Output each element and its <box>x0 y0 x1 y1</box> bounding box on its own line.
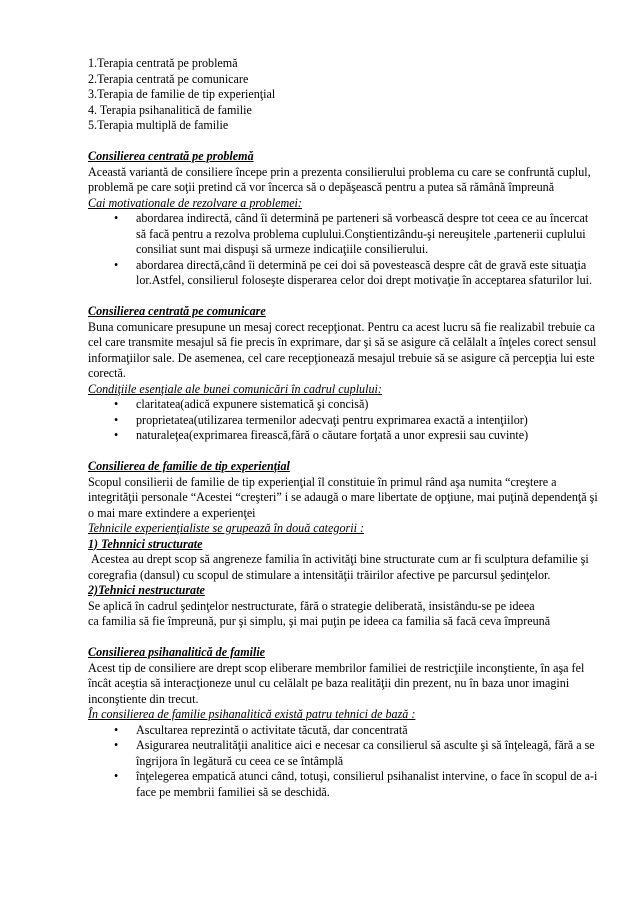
section-heading: Consilierea centrată pe problemă <box>88 149 254 163</box>
spacer <box>88 630 600 646</box>
section-paragraph: Această variantă de consiliere începe prin a prezenta consilierului problema cu care se confruntă cuplul, problemă pe care soţii pretind că vor încerca să o depăşească pentru a putea să rămână împreună <box>88 164 591 194</box>
bullet-icon: • <box>114 211 119 225</box>
section-comunicare <box>88 304 600 444</box>
bullet-list <box>88 211 600 289</box>
bullet-list <box>88 723 600 801</box>
category-text: Se aplică în cadrul şedinţelor nestructurate, fără o strategie deliberată, insistându-se pe ideea <box>88 598 535 613</box>
category-text: ca familia să fie împreună, pur şi simplu, şi mai puţin pe ideea ca familia să facă ceva împreună <box>88 614 551 628</box>
section-heading: Consilierea centrată pe comunicare <box>88 304 266 318</box>
list-item: 4. Terapia psihanalitică de familie <box>88 102 252 117</box>
section-subheading: În consilierea de familie psihanalitică există patru tehnici de bază : <box>88 707 416 721</box>
bullet-list <box>88 397 600 444</box>
bullet-item: • Ascultarea reprezintă o activitate tăcută, dar concentrată <box>114 722 408 737</box>
section-heading: Consilierea psihanalitică de familie <box>88 645 266 659</box>
list-item: 3.Terapia de familie de tip experienţial <box>88 87 276 101</box>
section-experiential <box>88 459 600 630</box>
section-problema <box>88 149 600 289</box>
bullet-icon: • <box>114 257 119 272</box>
bullet-item: • înţelegerea empatică atunci când, totuşi, consilierul psihanalist intervine, o face în scopul de a-i face pe membrii familiei să se deschidă. <box>114 769 598 799</box>
bullet-icon: • <box>114 769 119 783</box>
bullet-icon: • <box>114 412 119 427</box>
bullet-item: • claritatea(adică expunere sistematică şi concisă) <box>114 397 369 411</box>
section-subheading: Tehnicile experienţialiste se grupează în două categorii : <box>88 521 364 535</box>
section-psihanalitica <box>88 645 600 800</box>
section-heading: Consilierea de familie de tip experienţial <box>88 459 290 473</box>
bullet-icon: • <box>114 428 119 442</box>
section-paragraph: Scopul consilierii de familie de tip experienţial îl constituie în primul rând aşa numita “creştere a integrităţii personale “Acestei “creşteri” i se adaugă o mare libertate de opţiune, mai puţină dependenţă şi o mai mare extindere a experienţei <box>88 474 598 520</box>
spacer <box>88 134 600 150</box>
bullet-item: • abordarea directă,când îi determină pe cei doi să povestească despre cât de gravă este situaţia lor.Astfel, consilierul foloseşte disperarea celor doi drept motivaţie în acceptarea sfaturilor lui. <box>114 257 593 287</box>
section-subheading: Condiţiile esenţiale ale bunei comunicări în cadrul cuplului: <box>88 381 382 396</box>
category-title: 1) Tehnnici structurate <box>88 536 203 551</box>
list-item: 2.Terapia centrată pe comunicare <box>88 71 249 86</box>
therapy-type-list <box>88 56 600 134</box>
bullet-item: • proprietatea(utilizarea termenilor adecvaţi pentru exprimarea exactă a intenţiilor) <box>114 412 528 427</box>
spacer <box>88 444 600 460</box>
spacer <box>88 289 600 305</box>
section-paragraph: Buna comunicare presupune un mesaj corect recepţionat. Pentru ca acest lucru să fie realizabil trebuie ca cel care transmite mesajul să fie precis în exprimare, dar şi să se asigure că celălalt a înţeles corect sensul informaţiilor sale. De asemenea, cel care recepţionează mesajul trebuie să se asigure că percepţia lui este corectă. <box>88 319 597 380</box>
bullet-icon: • <box>114 397 119 411</box>
list-item: 5.Terapia multiplă de familie <box>88 118 229 132</box>
category-text: Acestea au drept scop să angreneze familia în activităţi bine structurate cum ar fi sculptura defamilie şi coregrafia (dansul) cu scopul de stimulare a intensităţii trăirilor afective pe parcursul şedinţelor. <box>88 552 592 582</box>
bullet-item: • Asigurarea neutralităţii analitice aici e necesar ca consilierul să asculte şi să înţeleagă, fără a se îngrijora în legătură cu ceea ce se întâmplă <box>114 738 595 768</box>
bullet-icon: • <box>114 722 119 737</box>
section-subheading: Cai motivationale de rezolvare a problemei: <box>88 195 302 210</box>
category-title: 2)Tehnici nestructurate <box>88 583 205 597</box>
section-paragraph: Acest tip de consiliere are drept scop eliberare membrilor familiei de restricţiile inconştiente, în aşa fel încât aceştia să interacţioneze unul cu celălalt pe baza realităţii din prezent, nu în baza unor imagini inconştiente din trecut. <box>88 660 585 706</box>
bullet-icon: • <box>114 738 119 752</box>
list-item: 1.Terapia centrată pe problemă <box>88 56 238 70</box>
bullet-item: • abordarea indirectă, când îi determină pe parteneri să vorbească despre tot ceea ce au încercat să facă pentru a rezolva problema cuplului.Conştientizându-şi nereuşitele ,partenerii cuplului consiliat sunt mai dispuşi să urmeze indicaţiile consilierului. <box>114 211 589 256</box>
bullet-item: • naturaleţea(exprimarea firească,fără o căutare forţată a unor expresii sau cuvinte) <box>114 428 529 442</box>
